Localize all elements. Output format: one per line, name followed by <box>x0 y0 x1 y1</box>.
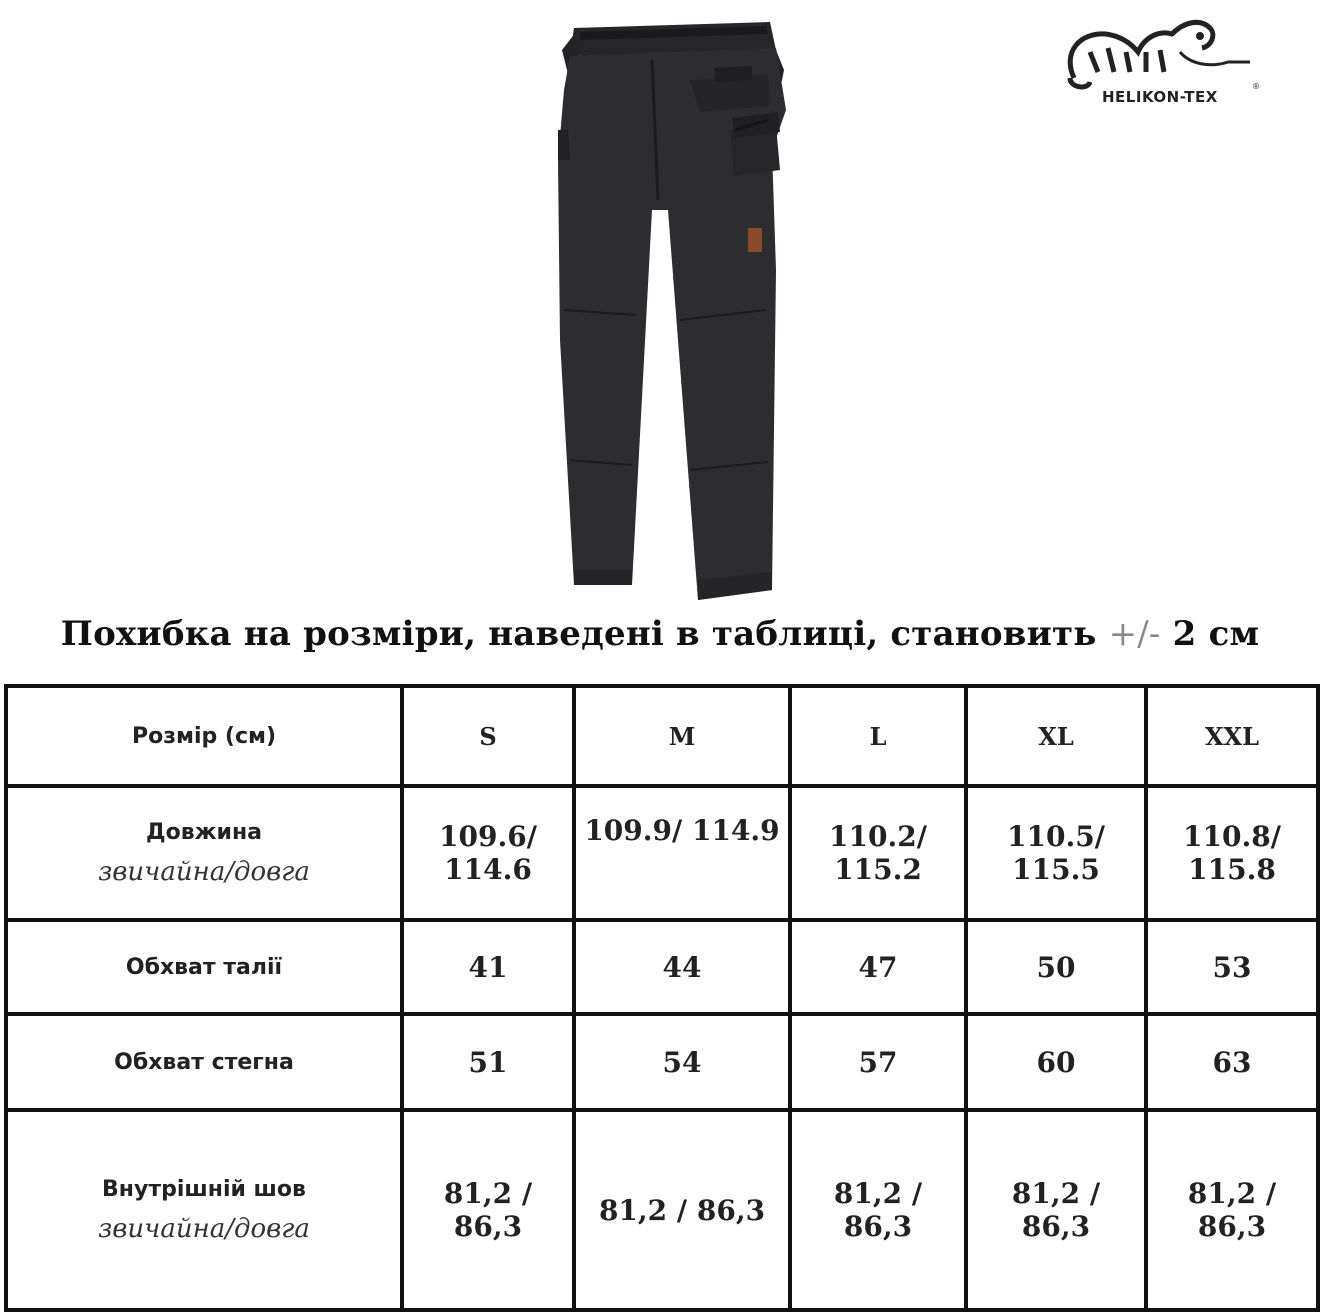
table-cell <box>1146 786 1318 920</box>
row-label-waist: Обхват талії <box>6 920 402 1014</box>
row-label: Внутрішній шов <box>102 1176 306 1202</box>
size-header-xl: XL <box>966 686 1146 786</box>
cell-line: 81,2 / <box>1187 1177 1277 1210</box>
size-tolerance-note <box>0 614 1320 654</box>
brand-name: HELIKON-TEX <box>1102 88 1218 106</box>
row-sublabel: звичайна/довга <box>98 1213 310 1244</box>
table-cell: 60 <box>966 1014 1146 1110</box>
cell-line: 110.2/ <box>829 820 927 853</box>
table-row <box>6 1110 1318 1310</box>
size-chart-table <box>4 684 1320 1312</box>
cell-line: 109.9/ 114.9 <box>584 814 780 847</box>
cell-line: 81,2 / 86,3 <box>598 1193 766 1227</box>
table-row <box>6 1014 1318 1110</box>
table-cell: 50 <box>966 920 1146 1014</box>
brand-logo <box>1060 12 1260 112</box>
cell-line: 110.5/ <box>1007 820 1105 853</box>
cell-line: 114.6 <box>444 853 532 886</box>
row-label: Довжина <box>146 819 262 845</box>
cell-line: 110.8/ <box>1183 820 1281 853</box>
cell-line: 81,2 / <box>443 1177 533 1210</box>
table-cell: 51 <box>402 1014 574 1110</box>
product-image <box>540 10 800 610</box>
cell-line: 86,3 <box>453 1210 523 1243</box>
table-cell: 63 <box>1146 1014 1318 1110</box>
cell-line: 86,3 <box>1197 1210 1267 1243</box>
note-tail: 2 см <box>1160 614 1260 654</box>
table-cell: 44 <box>574 920 790 1014</box>
table-cell <box>574 786 790 920</box>
table-cell <box>574 1110 790 1310</box>
size-header-s: S <box>402 686 574 786</box>
corner-label: Розмір (см) <box>6 686 402 786</box>
cell-line: 109.6/ <box>439 820 537 853</box>
note-main: Похибка на розміри, наведені в таблиці, становить <box>60 614 1109 654</box>
table-cell: 41 <box>402 920 574 1014</box>
row-label-length <box>6 786 402 920</box>
table-header-row <box>6 686 1318 786</box>
chameleon-logo-icon <box>1060 12 1260 92</box>
registered-mark: ® <box>1252 82 1260 91</box>
table-cell <box>790 1110 966 1310</box>
cell-line: 86,3 <box>1021 1210 1091 1243</box>
table-cell <box>402 786 574 920</box>
cell-line: 115.8 <box>1188 853 1276 886</box>
cell-line: 115.5 <box>1012 853 1100 886</box>
table-cell <box>966 786 1146 920</box>
table-cell <box>966 1110 1146 1310</box>
size-header-m: M <box>574 686 790 786</box>
cell-line: 115.2 <box>834 853 922 886</box>
cell-line: 81,2 / <box>833 1177 923 1210</box>
row-label-hip: Обхват стегна <box>6 1014 402 1110</box>
row-label-inseam <box>6 1110 402 1310</box>
table-cell <box>790 786 966 920</box>
size-header-xxl: XXL <box>1146 686 1318 786</box>
size-header-l: L <box>790 686 966 786</box>
row-sublabel: звичайна/довга <box>98 856 310 887</box>
table-cell: 53 <box>1146 920 1318 1014</box>
table-cell: 47 <box>790 920 966 1014</box>
note-tolerance: +/- <box>1108 614 1161 654</box>
table-row <box>6 920 1318 1014</box>
table-cell: 54 <box>574 1014 790 1110</box>
trousers-illustration <box>540 10 800 610</box>
table-cell: 57 <box>790 1014 966 1110</box>
table-cell <box>402 1110 574 1310</box>
cell-line: 86,3 <box>843 1210 913 1243</box>
table-cell <box>1146 1110 1318 1310</box>
cell-line: 81,2 / <box>1011 1177 1101 1210</box>
table-row <box>6 786 1318 920</box>
